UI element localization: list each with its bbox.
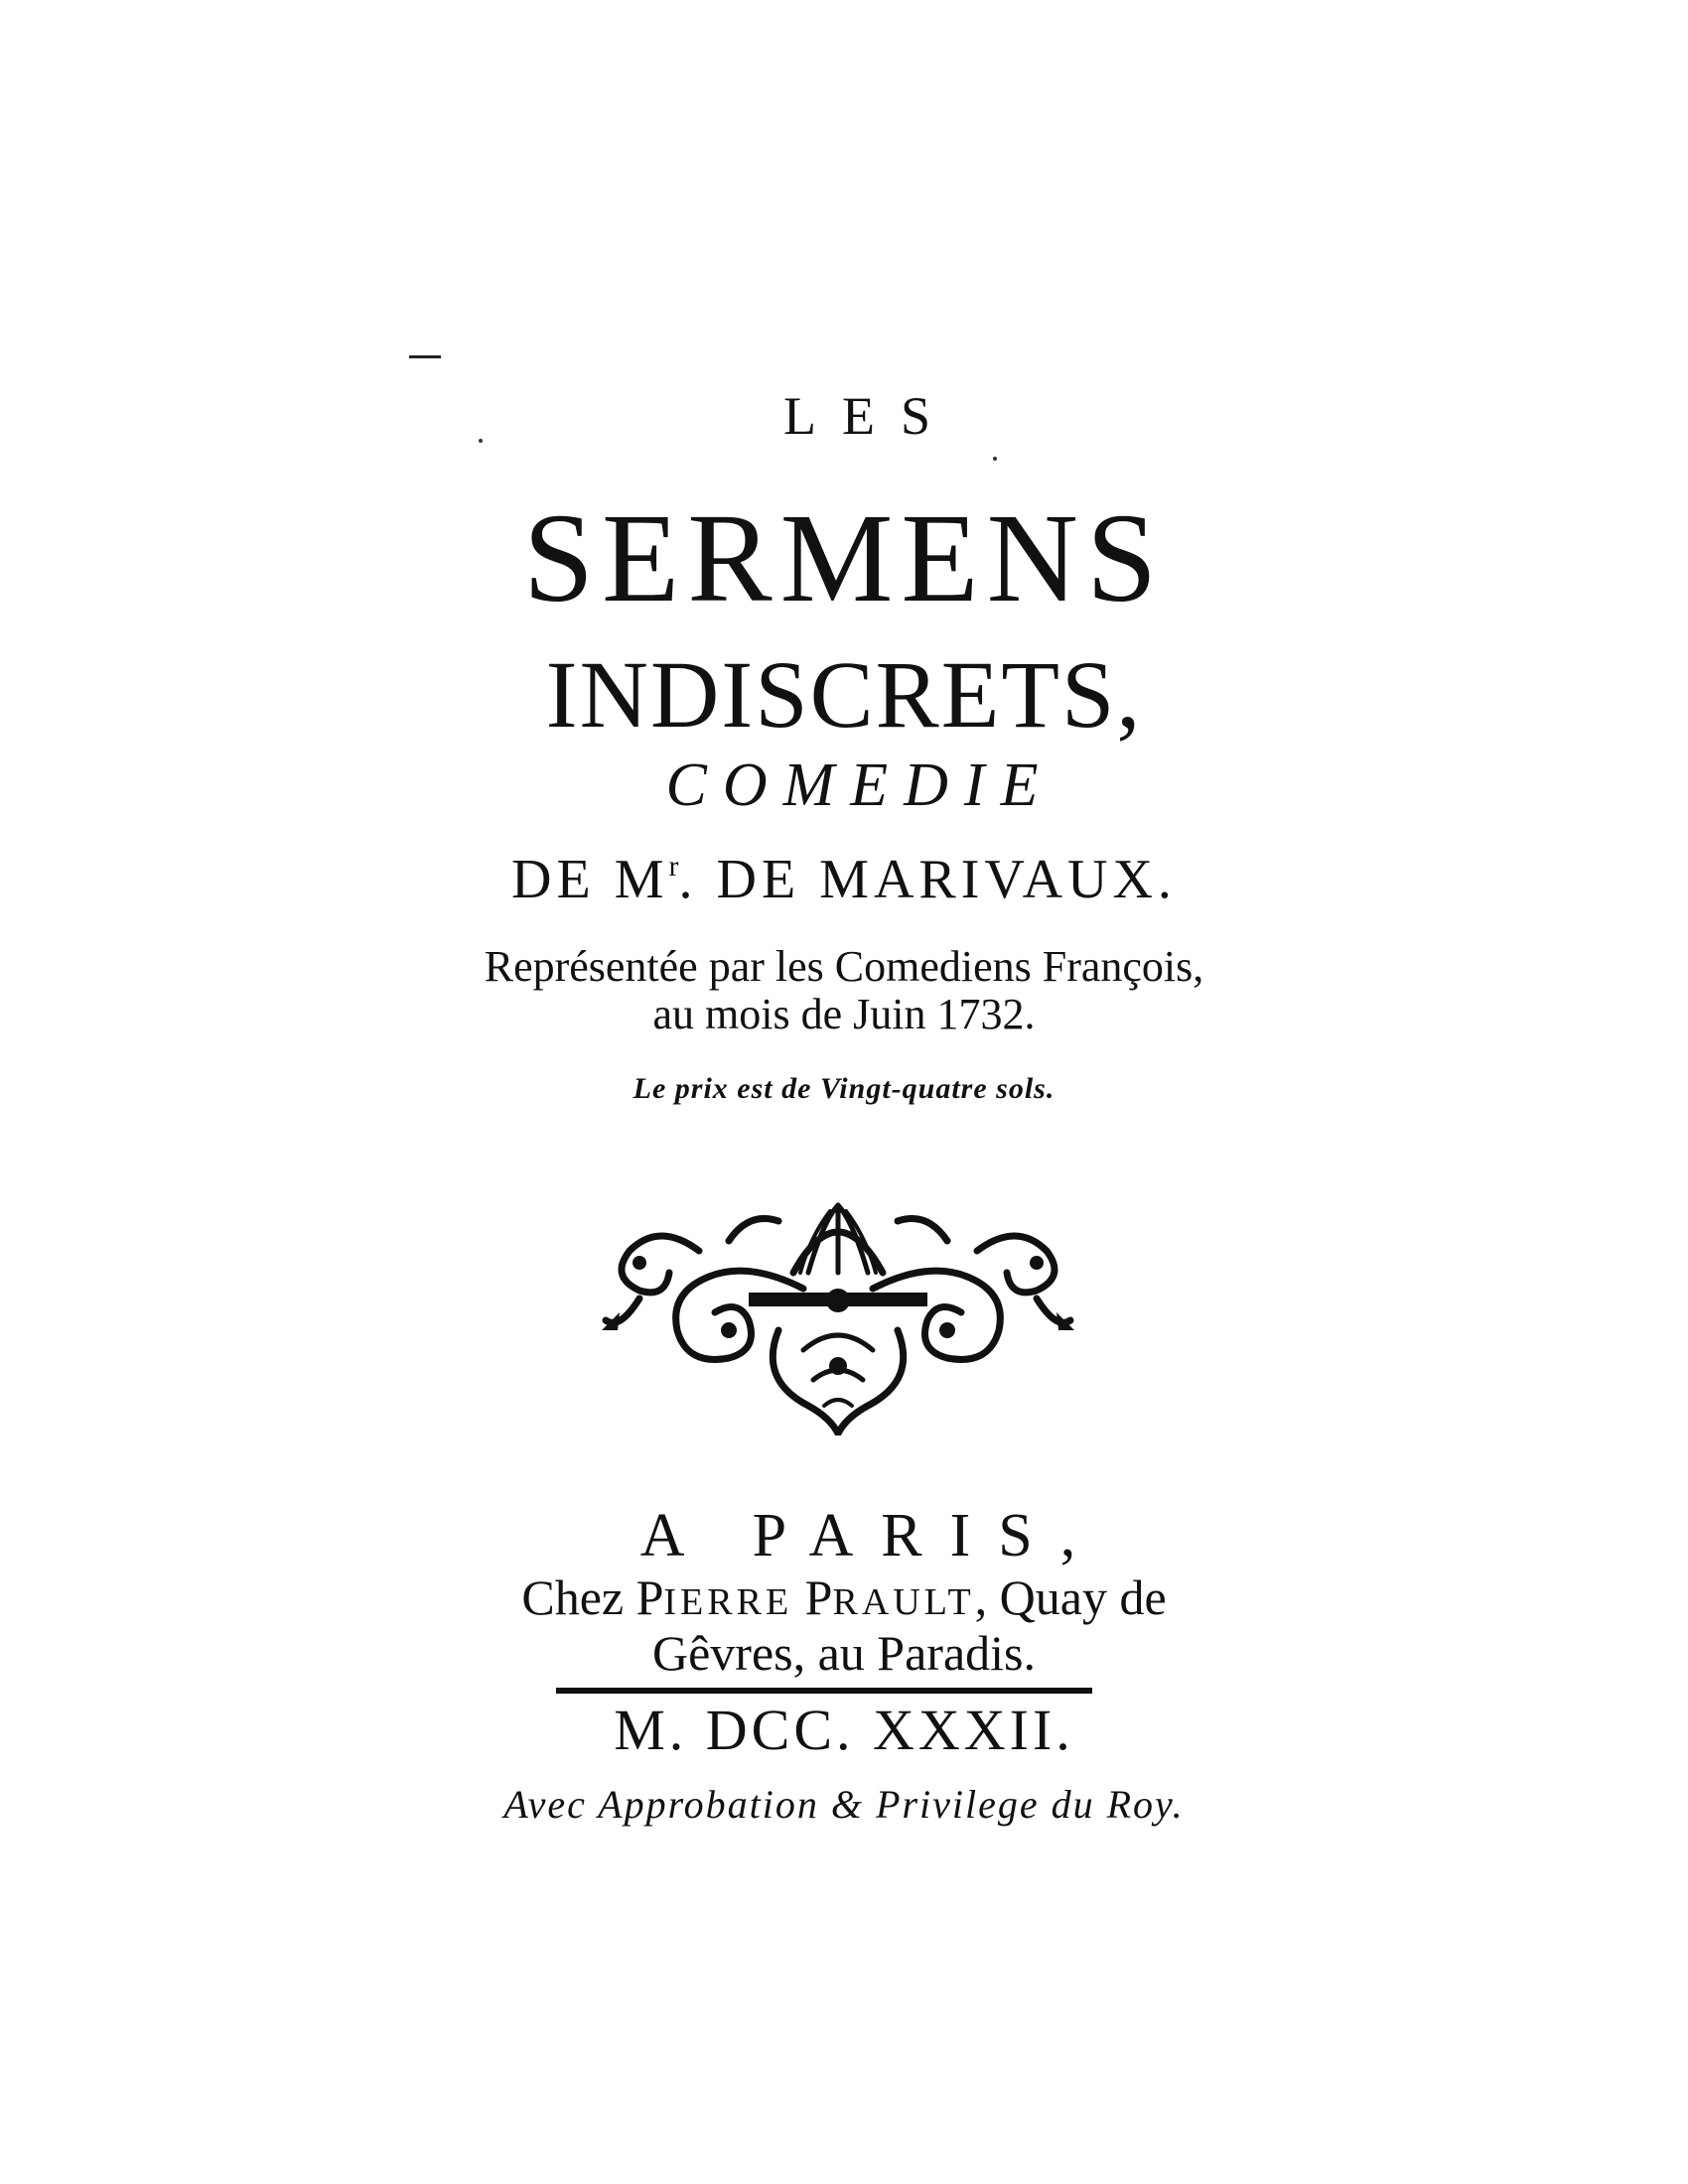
printer-last-initial: P (804, 1570, 833, 1625)
performance-line-1: Représentée par les Comediens François, (484, 942, 1204, 991)
genre-label: COMEDIE (665, 751, 1055, 819)
imprint-city: A PARIS, (639, 1502, 1104, 1570)
printer-first-name: IERRE (663, 1581, 793, 1623)
ink-speck (993, 457, 997, 461)
imprint-address-tail: , Quay de (974, 1570, 1167, 1625)
performance-line-2: au mois de Juin 1732. (652, 990, 1036, 1038)
title-main: SERMENS (522, 487, 1166, 628)
fleuron-ornament-icon (600, 1181, 1076, 1435)
privilege-line: Avec Approbation & Privilege du Roy. (503, 1782, 1185, 1827)
printer-first-initial: P (635, 1570, 664, 1625)
title-second: INDISCRETS, (545, 641, 1143, 748)
price-line: Le prix est de Vingt-quatre sols. (633, 1072, 1055, 1105)
publication-year: M. DCC. XXXII. (614, 1698, 1074, 1762)
printer-last-name: RAULT (832, 1581, 975, 1623)
imprint-chez: Chez (521, 1570, 636, 1625)
title-article: LES (782, 386, 956, 446)
author-name: . DE MARIVAUX. (678, 849, 1177, 910)
imprint-address: Gêvres, au Paradis. (652, 1625, 1036, 1681)
author-superscript: r (668, 850, 679, 883)
author-line (0, 849, 1688, 910)
margin-mark (409, 355, 441, 358)
author-prefix: DE M (511, 849, 669, 910)
divider-rule (556, 1688, 1092, 1694)
imprint-printer-line (0, 1570, 1688, 1625)
